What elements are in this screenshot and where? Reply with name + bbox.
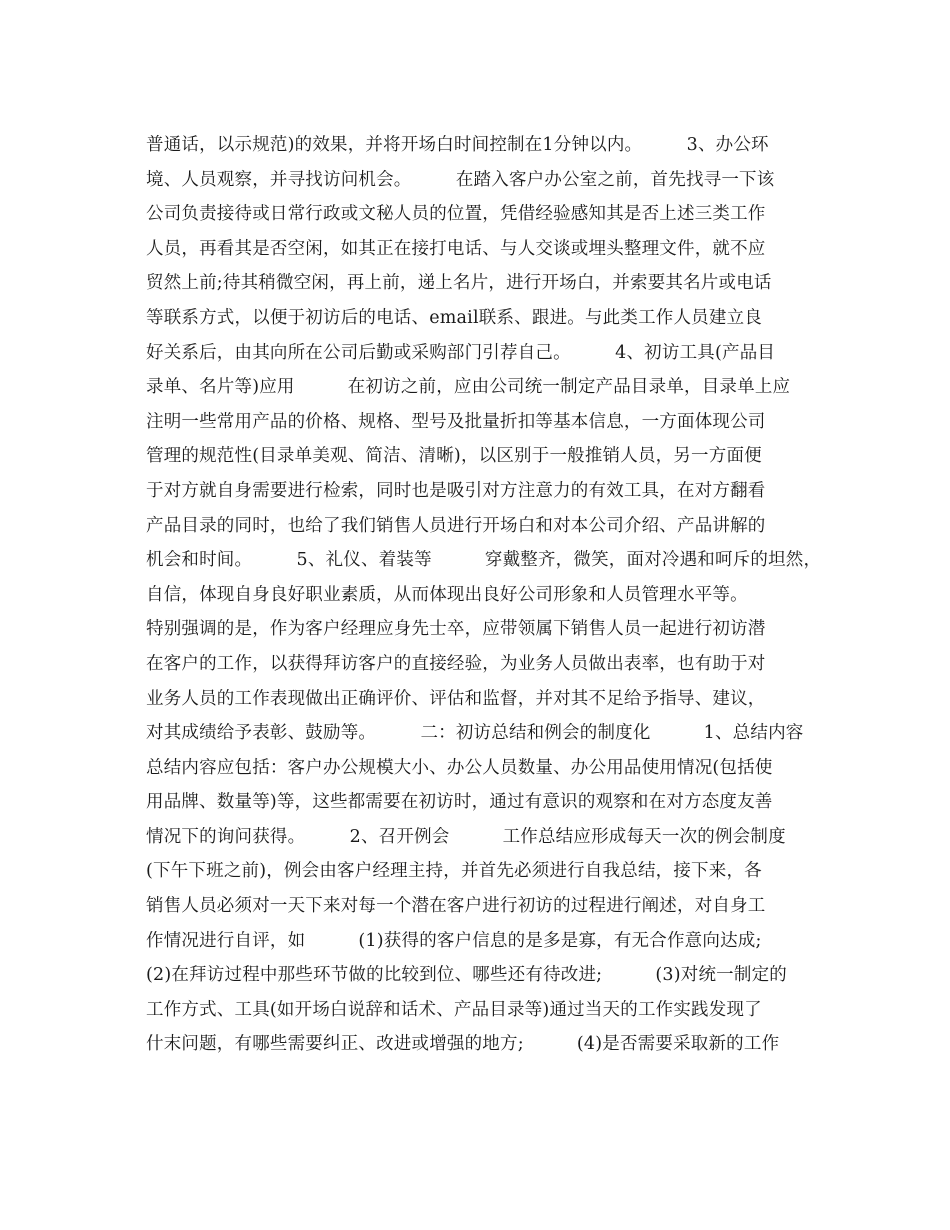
text-line: 工作方式、工具(如开场白说辞和话术、产品目录等)通过当天的工作实践发现了: [146, 999, 762, 1020]
text-line: 自信，体现自身良好职业素质，从而体现出良好公司形象和人员管理水平等。: [146, 584, 748, 605]
text-line: 管理的规范性(目录单美观、简洁、清晰)，以区别于一般推销人员，另一方面便: [146, 446, 762, 467]
text-line: 情况下的询问获得。 2、召开例会 工作总结应形成每天一次的例会制度: [146, 826, 786, 847]
text-line: 等联系方式，以便于初访后的电话、email联系、跟进。与此类工作人员建立良: [146, 307, 762, 328]
body-text: [146, 128, 826, 1062]
text-line: (2)在拜访过程中那些环节做的比较到位、哪些还有待改进; (3)对统一制定的: [146, 965, 787, 986]
text-line: 境、人员观察，并寻找访问机会。 在踏入客户办公室之前，首先找寻一下该: [146, 169, 775, 190]
text-line: 作情况进行自评，如 (1)获得的客户信息的是多是寡，有无合作意向达成;: [146, 930, 762, 951]
text-line: 用品牌、数量等)等，这些都需要在初访时，通过有意识的观察和在对方态度友善: [146, 792, 773, 813]
text-line: 特别强调的是，作为客户经理应身先士卒，应带领属下销售人员一起进行初访潜: [146, 619, 766, 640]
text-line: 公司负责接待或日常行政或文秘人员的位置，凭借经验感知其是否上述三类工作: [146, 204, 766, 225]
text-line: 人员，再看其是否空闲，如其正在接打电话、与人交谈或埋头整理文件，就不应: [146, 238, 766, 259]
text-line: 对其成绩给予表彰、鼓励等。 二：初访总结和例会的制度化 1、总结内容: [146, 723, 804, 744]
text-line: 机会和时间。 5、礼仪、着装等 穿戴整齐，微笑，面对冷遇和呵斥的坦然，: [146, 550, 822, 571]
text-line: 录单、名片等)应用 在初访之前，应由公司统一制定产品目录单，目录单上应: [146, 377, 791, 398]
text-line: 在客户的工作，以获得拜访客户的直接经验，为业务人员做出表率，也有助于对: [146, 653, 766, 674]
text-line: 什末问题，有哪些需要纠正、改进或增强的地方; (4)是否需要采取新的工作: [146, 1034, 780, 1055]
text-line: 产品目录的同时，也给了我们销售人员进行开场白和对本公司介绍、产品讲解的: [146, 515, 766, 536]
text-line: 业务人员的工作表现做出正确评价、评估和监督，并对其不足给予指导、建议，: [146, 688, 766, 709]
text-line: 好关系后，由其向所在公司后勤或采购部门引荐自己。 4、初访工具(产品目: [146, 342, 776, 363]
text-line: 于对方就自身需要进行检索，同时也是吸引对方注意力的有效工具，在对方翻看: [146, 480, 766, 501]
text-line: 总结内容应包括：客户办公规模大小、办公人员数量、办公用品使用情况(包括使: [146, 757, 773, 778]
text-line: 普通话，以示规范)的效果，并将开场白时间控制在1分钟以内。 3、办公环: [146, 135, 769, 155]
text-line: (下午下班之前)，例会由客户经理主持，并首先必须进行自我总结，接下来，各: [146, 861, 762, 882]
text-line: 销售人员必须对一天下来对每一个潜在客户进行初访的过程进行阐述，对自身工: [146, 896, 766, 917]
text-line: 贸然上前;待其稍微空闲，再上前，递上名片，进行开场白，并索要其名片或电话: [146, 273, 772, 294]
text-line: 注明一些常用产品的价格、规格、型号及批量折扣等基本信息，一方面体现公司: [146, 411, 766, 432]
